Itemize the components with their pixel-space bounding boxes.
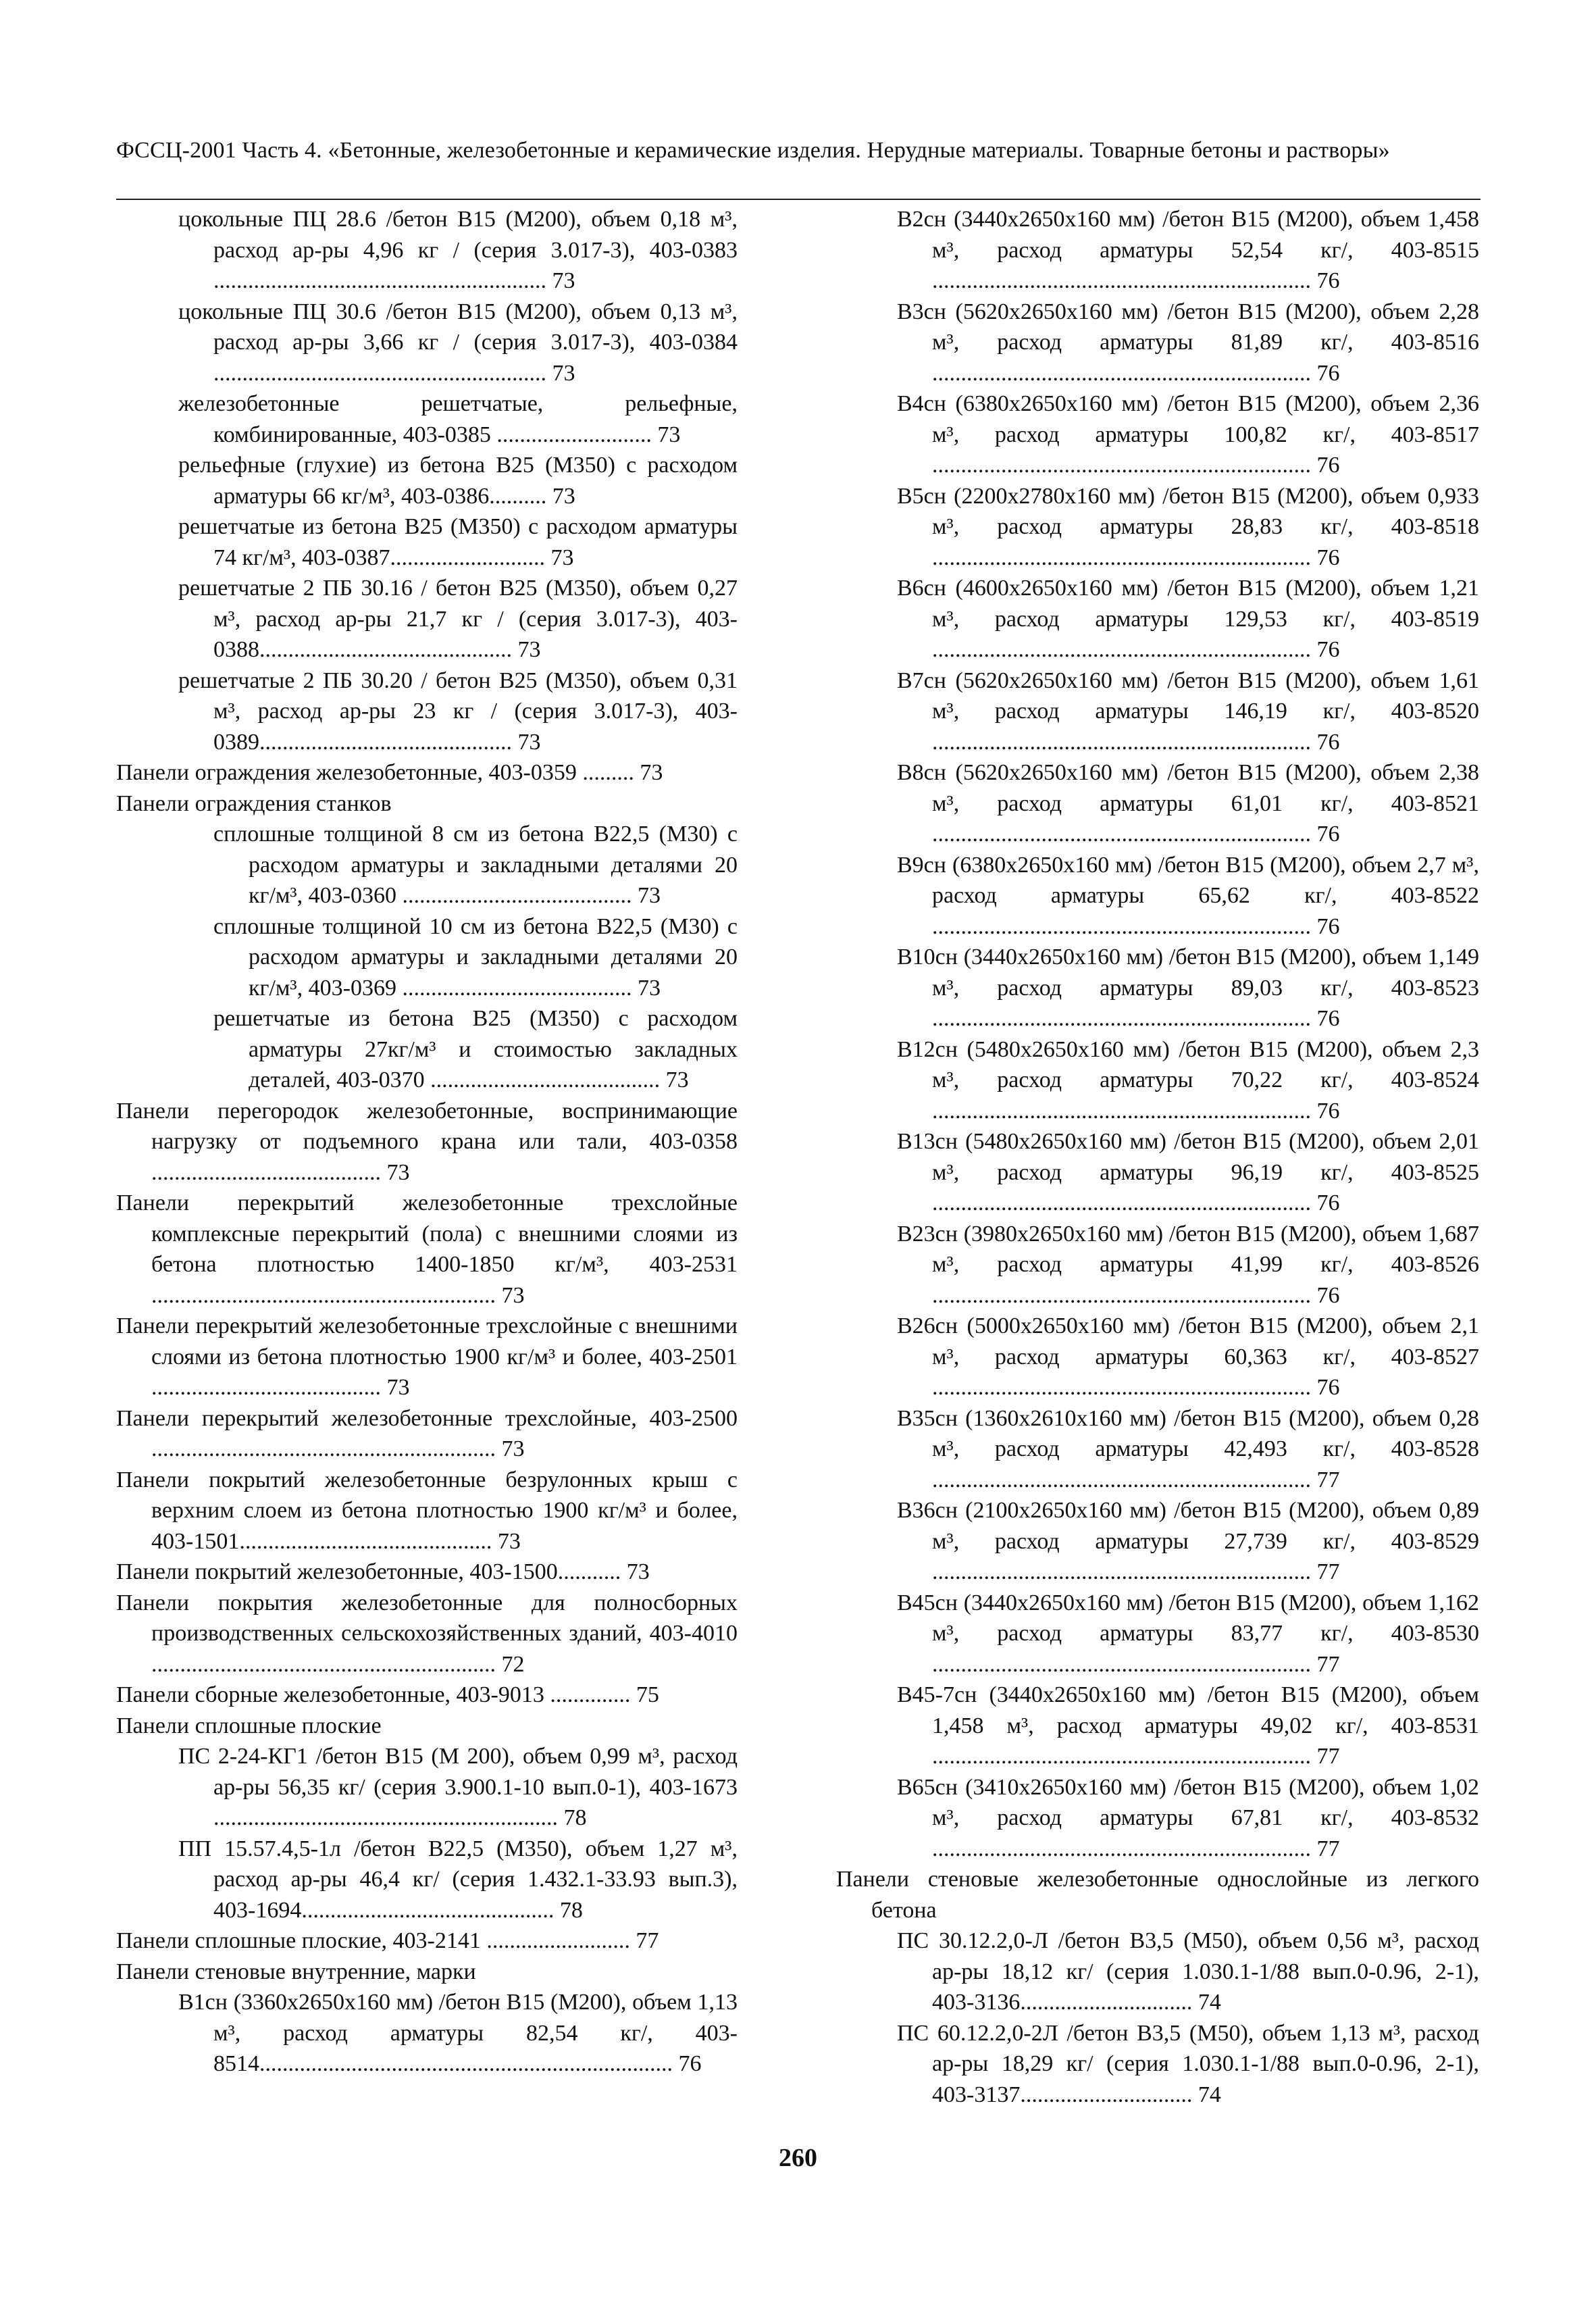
index-entry: решетчатые 2 ПБ 30.20 / бетон В25 (М350), объем 0,31 м³, расход ар-ры 23 кг / (серия 3.017-3), 403-0389............................................ 73 — [178, 668, 738, 755]
index-entry: цокольные ПЦ 30.6 /бетон В15 (М200), объем 0,13 м³, расход ар-ры 3,66 кг / (серия 3.017-3), 403-0384 .......................................................... 73 — [178, 299, 738, 386]
index-entry: сплошные толщиной 8 см из бетона В22,5 (М30) с расходом арматуры и закладными деталями 20 кг/м³, 403-0360 ........................................ 73 — [213, 822, 738, 908]
index-entry: ПС 2-24-КГ1 /бетон В15 (М 200), объем 0,99 м³, расход ар-ры 56,35 кг/ (серия 3.900.1-10 вып.0-1), 403-1673 ............................................................ 78 — [178, 1744, 738, 1830]
page-number: 260 — [779, 2144, 817, 2172]
index-entry: Панели сплошные плоские, 403-2141 ......................... 77 — [116, 1928, 659, 1953]
index-entry: В35сн (1360х2610х160 мм) /бетон В15 (М200), объем 0,28 м³, расход арматуры 42,493 кг/, 403-8528 .................................................................. 77 — [897, 1405, 1479, 1492]
index-entry: В9сн (6380х2650х160 мм) /бетон В15 (М200), объем 2,7 м³, расход арматуры 65,62 кг/, 403-8522 .................................................................. 76 — [897, 852, 1479, 939]
index-entry: сплошные толщиной 10 см из бетона В22,5 (М30) с расходом арматуры и закладными деталями 20 кг/м³, 403-0369 ........................................ 73 — [213, 913, 738, 1001]
left-column — [116, 204, 738, 2080]
index-entry: В3сн (5620х2650х160 мм) /бетон В15 (М200), объем 2,28 м³, расход арматуры 81,89 кг/, 403-8516 .................................................................. 76 — [897, 299, 1479, 386]
index-entry: железобетонные решетчатые, рельефные, комбинированные, 403-0385 ........................... 73 — [178, 391, 738, 447]
index-entry: В4сн (6380х2650х160 мм) /бетон В15 (М200), объем 2,36 м³, расход арматуры 100,82 кг/, 403-8517 .................................................................. 76 — [897, 391, 1479, 478]
index-entry: решетчатые из бетона В25 (М350) с расходом арматуры 27кг/м³ и стоимостью закладных деталей, 403-0370 ........................................ 73 — [213, 1006, 738, 1092]
index-entry: Панели ограждения железобетонные, 403-0359 ......... 73 — [116, 760, 663, 785]
right-column — [836, 204, 1479, 2110]
index-entry: Панели ограждения станков — [116, 790, 392, 816]
index-entry: В7сн (5620х2650х160 мм) /бетон В15 (М200), объем 1,61 м³, расход арматуры 146,19 кг/, 403-8520 .................................................................. 76 — [897, 668, 1479, 755]
index-entry: В8сн (5620х2650х160 мм) /бетон В15 (М200), объем 2,38 м³, расход арматуры 61,01 кг/, 403-8521 .................................................................. 76 — [897, 760, 1479, 847]
index-entry: ПС 60.12.2,0-2Л /бетон В3,5 (М50), объем 1,13 м³, расход ар-ры 18,29 кг/ (серия 1.030.1-1/88 вып.0-0.96, 2-1), 403-3137.............................. 74 — [897, 2020, 1479, 2107]
index-entry: В5сн (2200х2780х160 мм) /бетон В15 (М200), объем 0,933 м³, расход арматуры 28,83 кг/, 403-8518 .................................................................. 76 — [897, 483, 1479, 570]
index-entry: В2сн (3440х2650х160 мм) /бетон В15 (М200), объем 1,458 м³, расход арматуры 52,54 кг/, 403-8515 .................................................................. 76 — [897, 207, 1479, 293]
index-entry: Панели покрытий железобетонные, 403-1500........... 73 — [116, 1559, 650, 1584]
index-entry: Панели стеновые внутренние, марки — [116, 1959, 476, 1984]
index-entry: В45-7сн (3440х2650х160 мм) /бетон В15 (М200), объем 1,458 м³, расход арматуры 49,02 кг/, 403-8531 .................................................................. 77 — [897, 1682, 1479, 1769]
index-entry: В26сн (5000х2650х160 мм) /бетон В15 (М200), объем 2,1 м³, расход арматуры 60,363 кг/, 403-8527 .................................................................. 76 — [897, 1313, 1479, 1400]
index-entry: В12сн (5480х2650х160 мм) /бетон В15 (М200), объем 2,3 м³, расход арматуры 70,22 кг/, 403-8524 .................................................................. 76 — [897, 1036, 1479, 1124]
page-header: ФССЦ-2001 Часть 4. «Бетонные, железобетонные и керамические изделия. Нерудные материалы. Товарные бетоны и растворы» — [116, 138, 1390, 163]
index-entry: Панели перегородок железобетонные, воспринимающие нагрузку от подъемного крана или тали, 403-0358 ........................................ 73 — [116, 1098, 738, 1185]
index-entry: Панели перекрытий железобетонные трехслойные с внешними слоями из бетона плотностью 1900 кг/м³ и более, 403-2501 ........................................ 73 — [116, 1313, 738, 1400]
index-entry: Панели сборные железобетонные, 403-9013 .............. 75 — [116, 1682, 659, 1707]
index-entry: В65сн (3410х2650х160 мм) /бетон В15 (М200), объем 1,02 м³, расход арматуры 67,81 кг/, 403-8532 .................................................................. 77 — [897, 1774, 1479, 1861]
index-entry: Панели перекрытий железобетонные трехслойные, 403-2500 ............................................................ 73 — [116, 1405, 738, 1461]
index-entry: Панели покрытий железобетонные безрулонных крыш с верхним слоем из бетона плотностью 1900 кг/м³ и более, 403-1501............................................ 73 — [116, 1467, 738, 1554]
index-entry: В23сн (3980х2650х160 мм) /бетон В15 (М200), объем 1,687 м³, расход арматуры 41,99 кг/, 403-8526 .................................................................. 76 — [897, 1221, 1479, 1308]
index-entry: В10сн (3440х2650х160 мм) /бетон В15 (М200), объем 1,149 м³, расход арматуры 89,03 кг/, 403-8523 .................................................................. 76 — [897, 945, 1479, 1031]
index-entry: Панели покрытия железобетонные для полносборных производственных сельскохозяйственных зданий, 403-4010 ............................................................ 72 — [116, 1590, 738, 1677]
index-entry: рельефные (глухие) из бетона В25 (М350) с расходом арматуры 66 кг/м³, 403-0386.......... 73 — [178, 453, 738, 509]
index-entry: ПП 15.57.4,5-1л /бетон В22,5 (М350), объем 1,27 м³, расход ар-ры 46,4 кг/ (серия 1.432.1-33.93 вып.3), 403-1694............................................ 78 — [178, 1836, 738, 1923]
index-entry: В6сн (4600х2650х160 мм) /бетон В15 (М200), объем 1,21 м³, расход арматуры 129,53 кг/, 403-8519 .................................................................. 76 — [897, 576, 1479, 662]
index-entry: решетчатые 2 ПБ 30.16 / бетон В25 (М350), объем 0,27 м³, расход ар-ры 21,7 кг / (серия 3.017-3), 403-0388............................................ 73 — [178, 576, 738, 662]
index-entry: Панели перекрытий железобетонные трехслойные комплексные перекрытий (пола) с внешними слоями из бетона плотностью 1400-1850 кг/м³, 403-2531 ............................................................ 73 — [116, 1190, 738, 1308]
index-entry: В36сн (2100х2650х160 мм) /бетон В15 (М200), объем 0,89 м³, расход арматуры 27,739 кг/, 403-8529 .................................................................. 77 — [897, 1498, 1479, 1584]
index-entry: В13сн (5480х2650х160 мм) /бетон В15 (М200), объем 2,01 м³, расход арматуры 96,19 кг/, 403-8525 .................................................................. 76 — [897, 1129, 1479, 1215]
index-entry: В1сн (3360х2650х160 мм) /бетон В15 (М200), объем 1,13 м³, расход арматуры 82,54 кг/, 403-8514........................................................................ 76 — [178, 1990, 738, 2076]
index-entry: Панели сплошные плоские — [116, 1713, 382, 1738]
header-rule — [116, 199, 1481, 200]
index-entry: В45сн (3440х2650х160 мм) /бетон В15 (М200), объем 1,162 м³, расход арматуры 83,77 кг/, 403-8530 .................................................................. 77 — [897, 1590, 1479, 1677]
index-entry: ПС 30.12.2,0-Л /бетон В3,5 (М50), объем 0,56 м³, расход ар-ры 18,12 кг/ (серия 1.030.1-1/88 вып.0-0.96, 2-1), 403-3136.............................. 74 — [897, 1928, 1479, 2015]
index-entry: Панели стеновые железобетонные однослойные из легкого бетона — [836, 1867, 1479, 1923]
index-entry: решетчатые из бетона В25 (М350) с расходом арматуры 74 кг/м³, 403-0387........................... 73 — [178, 514, 738, 570]
index-entry: цокольные ПЦ 28.6 /бетон В15 (М200), объем 0,18 м³, расход ар-ры 4,96 кг / (серия 3.017-3), 403-0383 .......................................................... 73 — [178, 207, 738, 293]
